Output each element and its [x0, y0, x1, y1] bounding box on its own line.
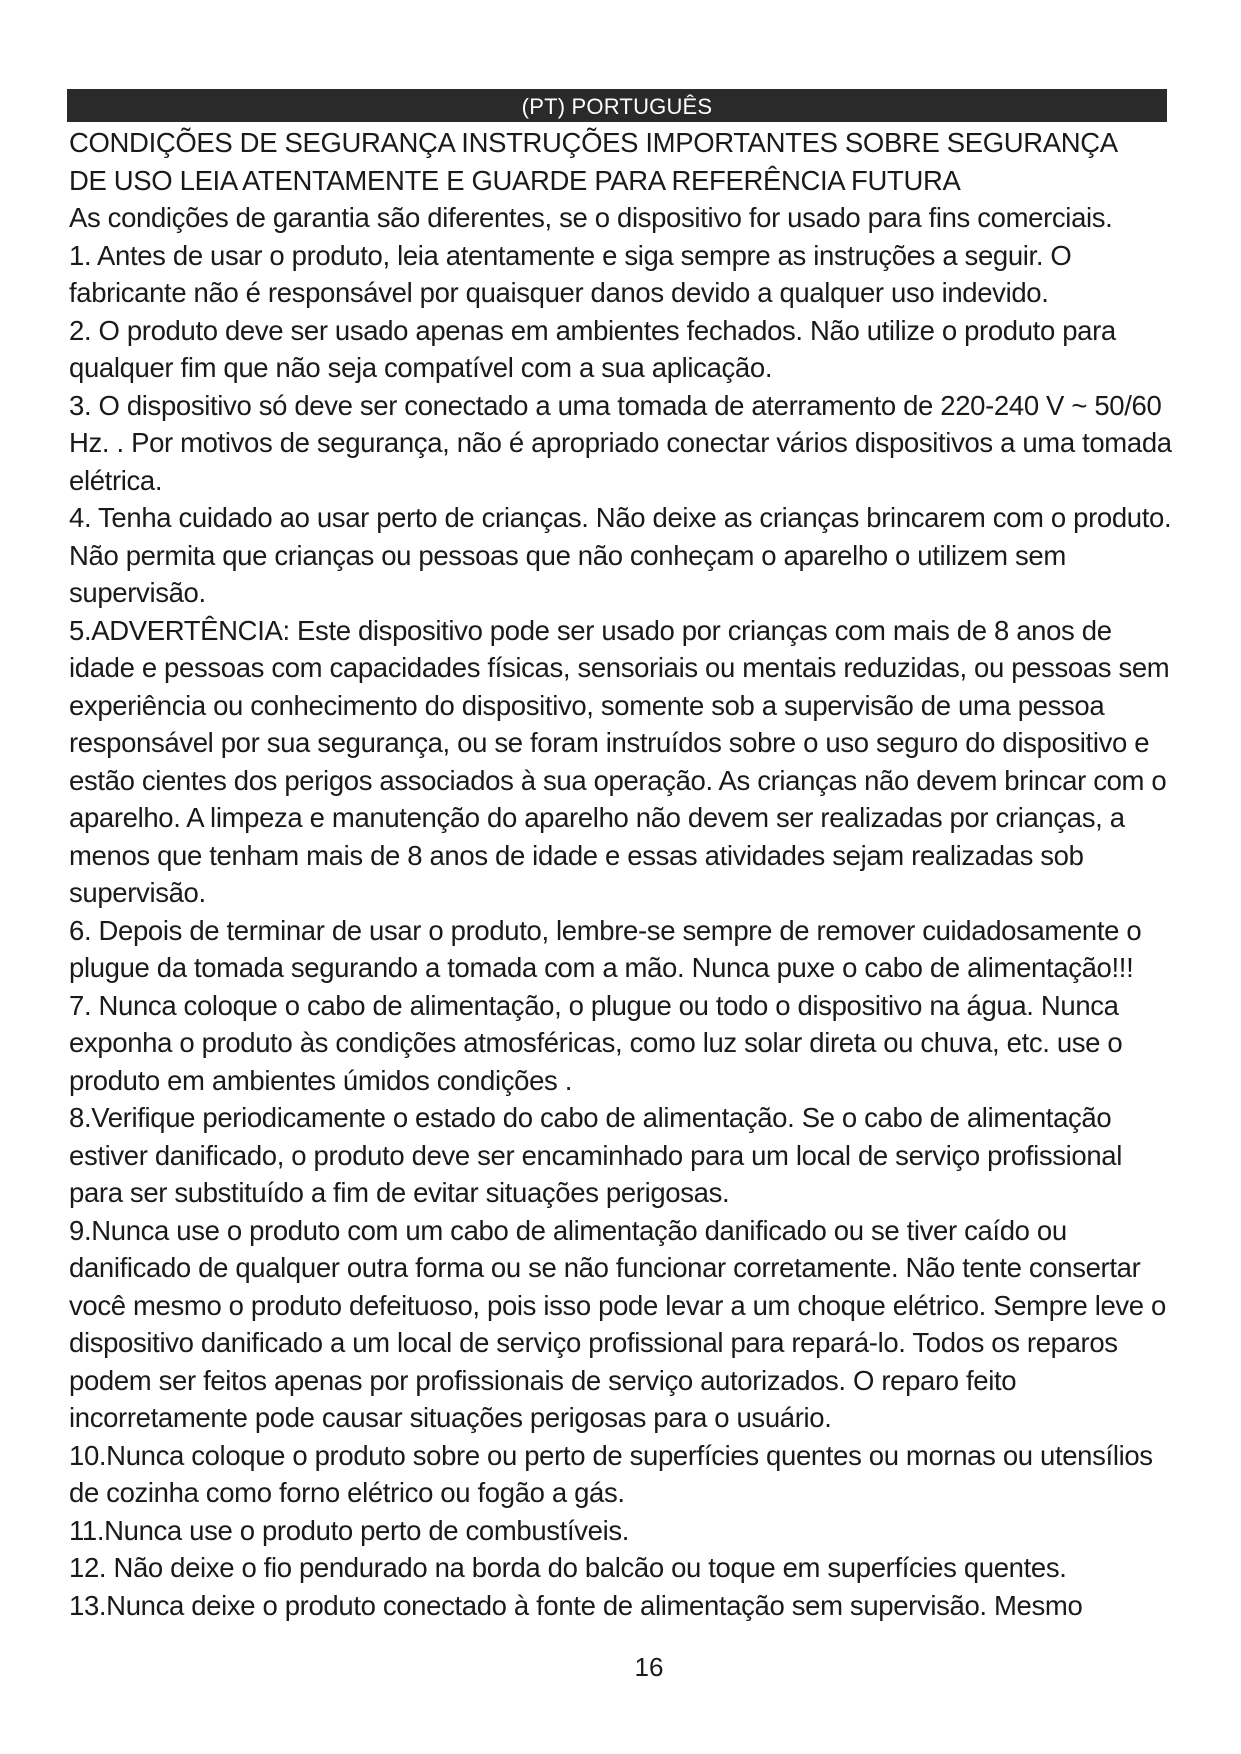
instruction-11: 11.Nunca use o produto perto de combustíveis.: [69, 1514, 630, 1546]
language-label: (PT) PORTUGUÊS: [521, 94, 713, 119]
safety-heading-line-2: DE USO LEIA ATENTAMENTE E GUARDE PARA REFERÊNCIA FUTURA: [69, 164, 961, 196]
instruction-13: 13.Nunca deixe o produto conectado à fonte de alimentação sem supervisão. Mesmo: [69, 1589, 1083, 1621]
page-number: 16: [634, 1652, 664, 1682]
instruction-3: 3. O dispositivo só deve ser conectado a uma tomada de aterramento de 220-240 V ~ 50/60 Hz. . Por motivos de segurança, não é apropriado conectar vários dispositivos a uma tomada elétrica.: [69, 389, 1172, 496]
instruction-12: 12. Não deixe o fio pendurado na borda do balcão ou toque em superfícies quentes.: [69, 1552, 1067, 1583]
instruction-4: 4. Tenha cuidado ao usar perto de crianças. Não deixe as crianças brincarem com o produto. Não permita que crianças ou pessoas que não conheçam o aparelho o utilizem sem supervisão.: [69, 502, 1172, 608]
instruction-10: 10.Nunca coloque o produto sobre ou perto de superfícies quentes ou mornas ou utensílios de cozinha como forno elétrico ou fogão a gás.: [69, 1439, 1153, 1508]
instruction-2: 2. O produto deve ser usado apenas em ambientes fechados. Não utilize o produto para qualquer fim que não seja compatível com a sua aplicação.: [69, 314, 1116, 383]
language-header-bar: [67, 89, 1167, 122]
instruction-1: 1. Antes de usar o produto, leia atentamente e siga sempre as instruções a seguir. O fabricante não é responsável por quaisquer danos devido a qualquer uso indevido.: [69, 239, 1072, 308]
warranty-intro: As condições de garantia são diferentes, se o dispositivo for usado para fins comerciais.: [69, 202, 1113, 233]
instruction-8: 8.Verifique periodicamente o estado do cabo de alimentação. Se o cabo de alimentação estiver danificado, o produto deve ser encaminhado para um local de serviço profissional para ser substituído a fim de evitar situações perigosas.: [69, 1102, 1123, 1208]
instruction-6: 6. Depois de terminar de usar o produto, lembre-se sempre de remover cuidadosamente o plugue da tomada segurando a tomada com a mão. Nunca puxe o cabo de alimentação!!!: [69, 914, 1142, 983]
safety-heading-line-1: CONDIÇÕES DE SEGURANÇA INSTRUÇÕES IMPORTANTES SOBRE SEGURANÇA: [69, 127, 1118, 158]
safety-instructions: [69, 124, 1177, 1624]
instruction-5-warning: 5.ADVERTÊNCIA: Este dispositivo pode ser usado por crianças com mais de 8 anos de idade e pessoas com capacidades físicas, sensoriais ou mentais reduzidas, ou pessoas sem experiência ou conhecimento do dispositivo, somente sob a supervisão de uma pessoa responsável por sua segurança, ou se foram instruídos sobre o uso seguro do dispositivo e estão cientes dos perigos associados à sua operação. As crianças não devem brincar com o aparelho. A limpeza e manutenção do aparelho não devem ser realizadas por crianças, a menos que tenham mais de 8 anos de idade e essas atividades sejam realizadas sob supervisão.: [69, 614, 1170, 908]
instruction-7: 7. Nunca coloque o cabo de alimentação, o plugue ou todo o dispositivo na água. Nunca exponha o produto às condições atmosféricas, como luz solar direta ou chuva, etc. use o produto em ambientes úmidos condições .: [69, 989, 1123, 1096]
instruction-9: 9.Nunca use o produto com um cabo de alimentação danificado ou se tiver caído ou danificado de qualquer outra forma ou se não funcionar corretamente. Não tente consertar você mesmo o produto defeituoso, pois isso pode levar a um choque elétrico. Sempre leve o dispositivo danificado a um local de serviço profissional para repará-lo. Todos os reparos podem ser feitos apenas por profissionais de serviço autorizados. O reparo feito incorretamente pode causar situações perigosas para o usuário.: [69, 1214, 1166, 1433]
